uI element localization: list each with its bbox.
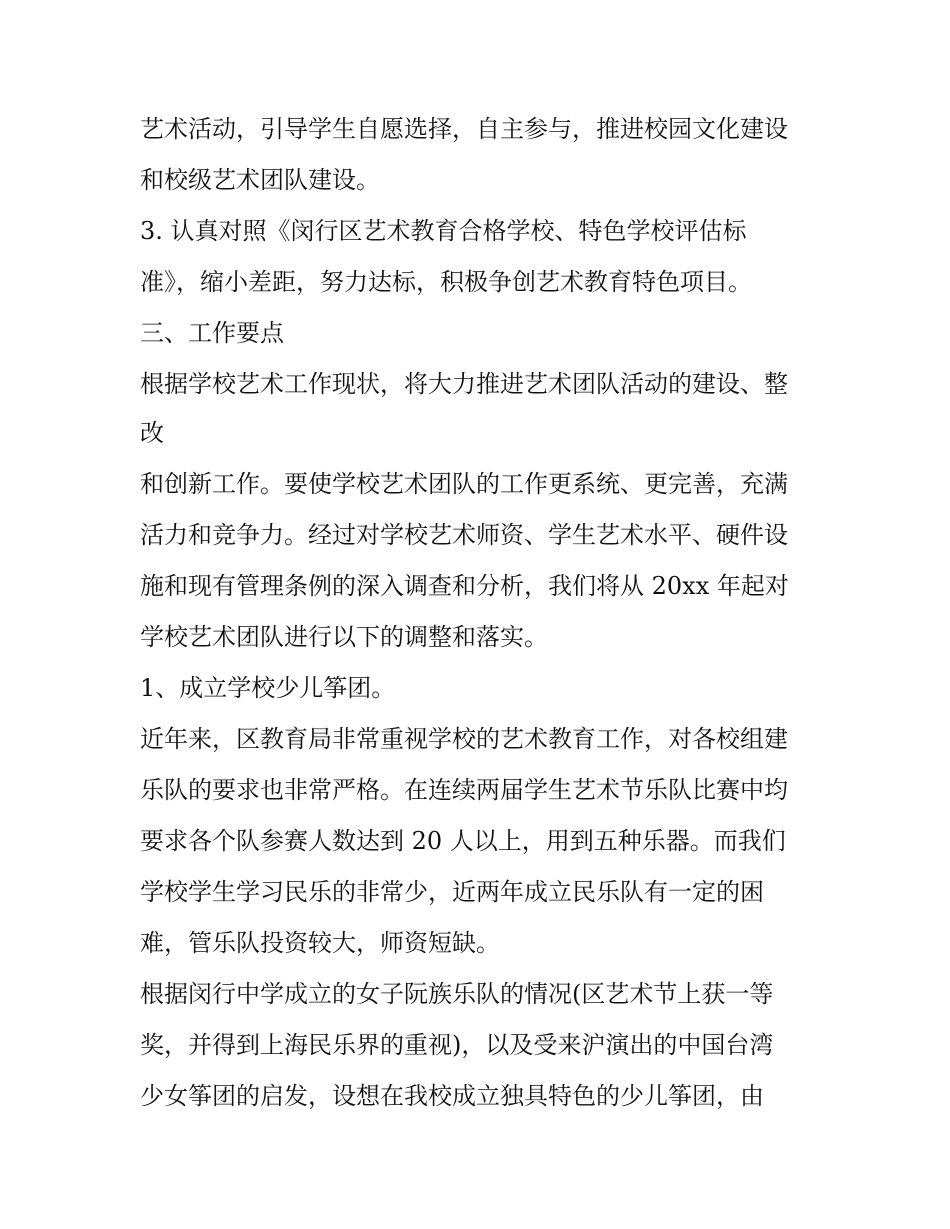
text-line: 根据学校艺术工作现状，将大力推进艺术团队活动的建设、整 — [140, 370, 788, 398]
text-line: 3. 认真对照《闵行区艺术教育合格学校、特色学校评估标 — [140, 217, 747, 245]
text-line: 乐队的要求也非常严格。在连续两届学生艺术节乐队比赛中均 — [140, 776, 788, 804]
text-line: 施和现有管理条例的深入调查和分析，我们将从 20xx 年起对 — [140, 572, 789, 600]
text-line: 奖，并得到上海民乐界的重视)，以及受来沪演出的中国台湾 — [140, 1031, 774, 1059]
text-line: 近年来，区教育局非常重视学校的艺术教育工作，对各校组建 — [140, 725, 788, 753]
text-line: 要求各个队参赛人数达到 20 人以上，用到五种乐器。而我们 — [140, 827, 786, 855]
text-line: 少女筝团的启发，设想在我校成立独具特色的少儿筝团，由 — [140, 1082, 764, 1110]
text-line: 活力和竞争力。经过对学校艺术师资、学生艺术水平、硬件设 — [140, 521, 788, 549]
list-heading: 1、成立学校少儿筝团。 — [140, 674, 396, 702]
text-line: 改 — [140, 419, 164, 447]
text-line: 学校学生学习民乐的非常少，近两年成立民乐队有一定的困 — [140, 878, 764, 906]
text-line: 艺术活动，引导学生自愿选择，自主参与，推进校园文化建设 — [140, 115, 788, 143]
text-line: 学校艺术团队进行以下的调整和落实。 — [140, 623, 548, 651]
text-line: 和创新工作。要使学校艺术团队的工作更系统、更完善，充满 — [140, 470, 788, 498]
text-line: 根据闵行中学成立的女子阮族乐队的情况(区艺术节上获一等 — [140, 980, 774, 1008]
text-line: 和校级艺术团队建设。 — [140, 166, 380, 194]
text-line: 准》，缩小差距，努力达标，积极争创艺术教育特色项目。 — [140, 268, 752, 296]
text-line: 难，管乐队投资较大，师资短缺。 — [140, 929, 500, 957]
section-heading: 三、工作要点 — [140, 319, 284, 347]
